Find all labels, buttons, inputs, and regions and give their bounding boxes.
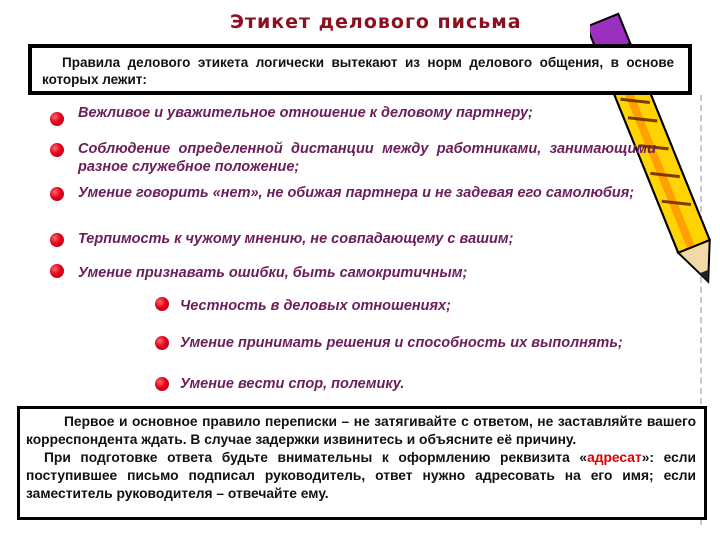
list-item: Умение признавать ошибки, быть самокритичным; (78, 265, 468, 281)
bullet-icon (155, 336, 169, 350)
list-item: Честность в деловых отношениях; (180, 298, 451, 314)
bullet-icon (50, 187, 64, 201)
list-item: Умение вести спор, полемику. (180, 376, 405, 392)
intro-box (28, 44, 692, 95)
bullet-icon (50, 233, 64, 247)
rule-paragraph-2 (26, 449, 696, 503)
bullet-icon (50, 143, 64, 157)
page-title: Этикет делового письма (230, 11, 522, 33)
rules-box (17, 406, 707, 520)
rule-paragraph-2-end: »: если поступившее письмо подписал руководитель, ответ нужно адресовать на его имя; если заместитель руководителя – отвечайте ему. (26, 450, 696, 501)
bullet-icon (50, 112, 64, 126)
bullet-icon (155, 297, 169, 311)
list-item: Терпимость к чужому мнению, не совпадающему с вашим; (78, 231, 514, 247)
bullet-icon (50, 264, 64, 278)
intro-text: Правила делового этикета логически вытекают из норм делового общения, в основе которых лежит: (42, 55, 674, 87)
rule-paragraph-1: Первое и основное правило переписки – не затягивайте с ответом, не заставляйте вашего корреспондента ждать. В случае задержки извинитесь и объясните её причину. (26, 414, 696, 447)
list-item: Умение принимать решения и способность их выполнять; (180, 335, 623, 351)
list-item: Умение говорить «нет», не обижая партнера и не задевая его самолюбия; (78, 185, 635, 201)
highlight-term: адресат (587, 450, 642, 465)
rule-paragraph-2-start: При подготовке ответа будьте внимательны к оформлению реквизита « (44, 450, 588, 465)
list-item: Соблюдение определенной дистанции между работниками, занимающими разное служебное положение; (78, 141, 656, 175)
bullet-icon (155, 377, 169, 391)
list-item: Вежливое и уважительное отношение к деловому партнеру; (78, 105, 533, 121)
